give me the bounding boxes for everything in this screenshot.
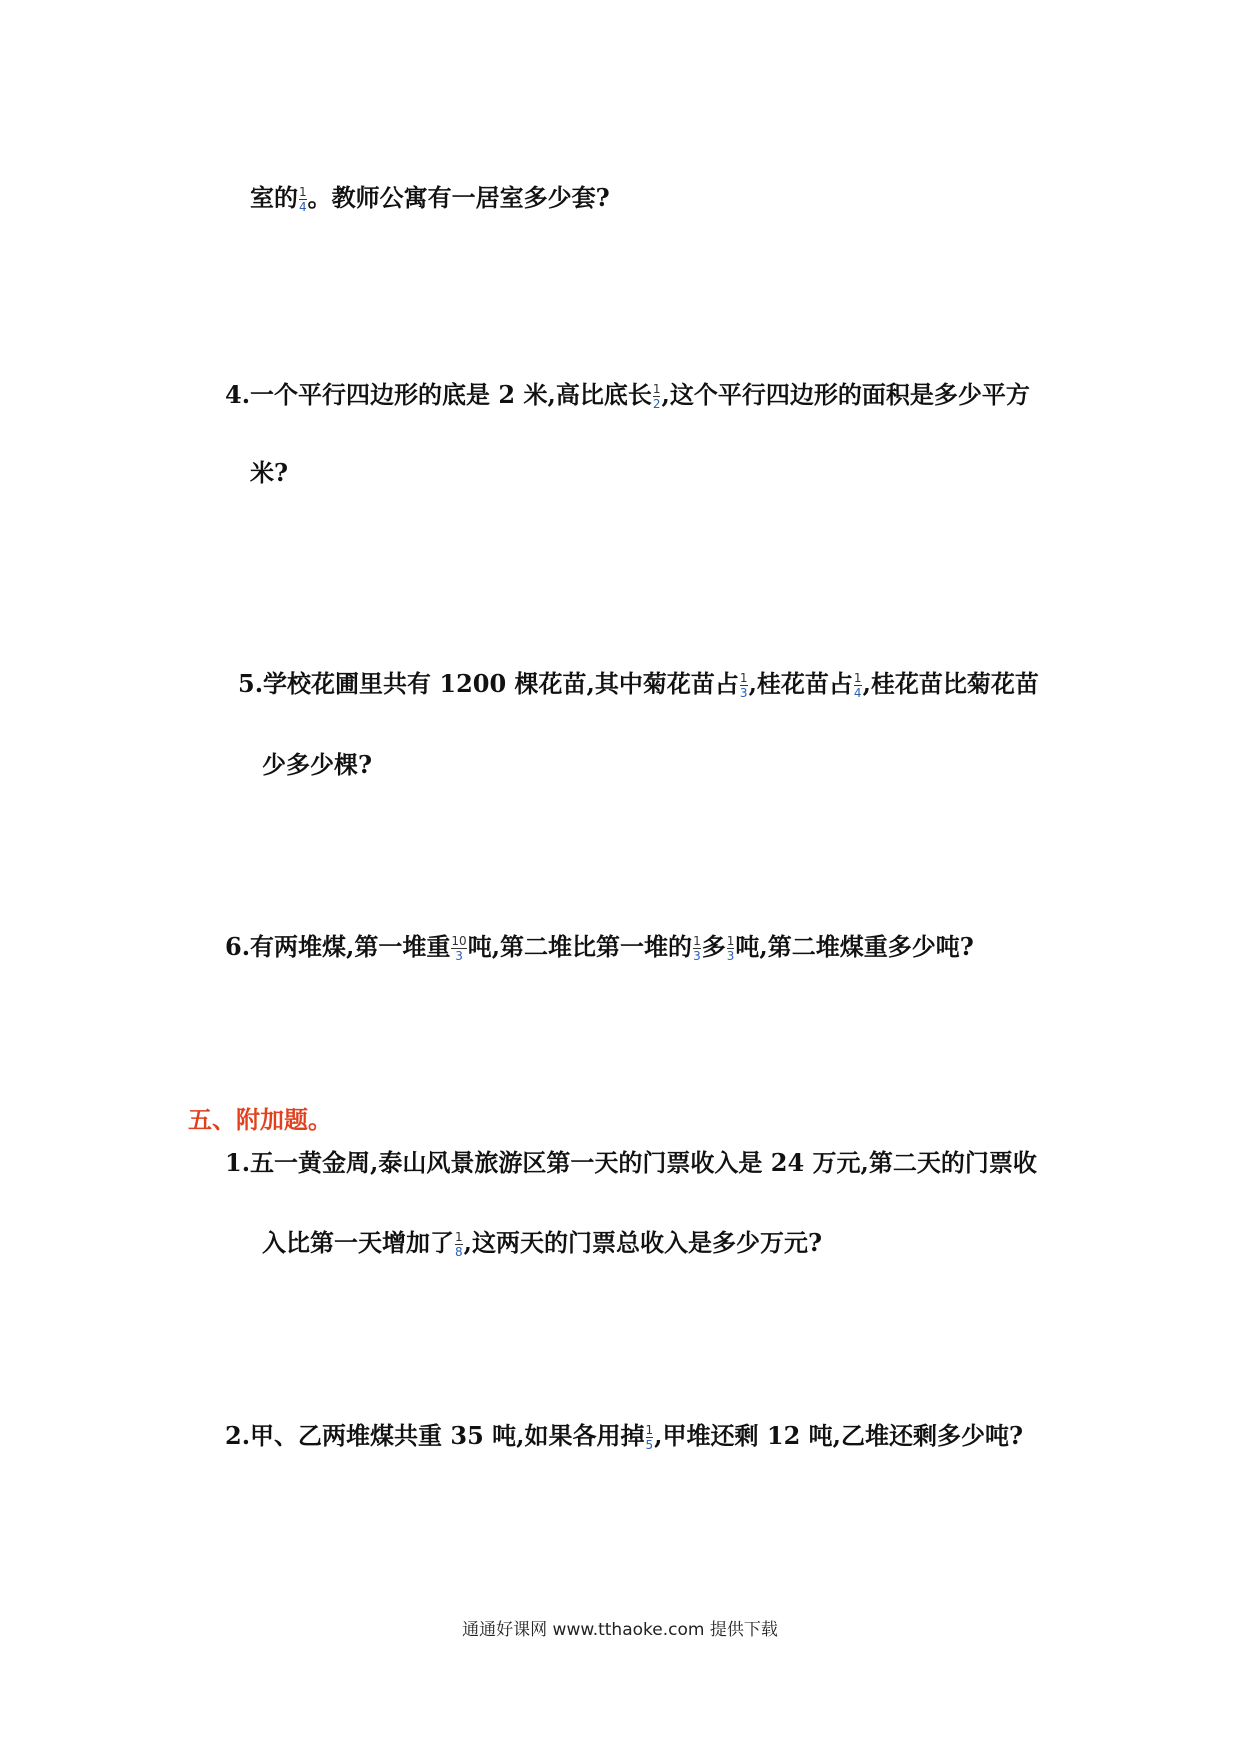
question-6: 6.有两堆煤,第一堆重 $\frac{10}{3}$ 吨,第二堆比第一堆的 $\frac{1}{3}$ 多 $\frac{1}{3}$ 吨,第二堆煤重多少吨? <box>225 932 974 963</box>
bonus-question-1-line-1: 1.五一黄金周,泰山风景旅游区第一天的门票收入是 24 万元,第二天的门票收 <box>225 1148 1037 1177</box>
question-4-line-1: 4.一个平行四边形的底是 2 米,高比底长 $\frac{1}{2}$ ,这个平行四边形的面积是多少平方 <box>225 380 1030 411</box>
fraction: $\frac{1}{3}$ <box>726 934 735 963</box>
footer-credit: 通通好课网 www.tthaoke.com 提供下载 <box>462 1620 778 1640</box>
fraction: $\frac{1}{8}$ <box>455 1230 463 1259</box>
fraction: $\frac{1}{5}$ <box>645 1423 654 1452</box>
fraction: $\frac{1}{2}$ <box>652 382 661 411</box>
fraction: $\frac{1}{3}$ <box>739 671 748 700</box>
fraction: $\frac{10}{3}$ <box>451 934 467 963</box>
question-5-line-1: 5.学校花圃里共有 1200 棵花苗,其中菊花苗占 $\frac{1}{3}$ ,桂花苗占 $\frac{1}{4}$ ,桂花苗比菊花苗 <box>238 669 1039 700</box>
fraction: $\frac{1}{4}$ <box>853 671 862 700</box>
fraction: $\frac{1}{3}$ <box>693 934 701 963</box>
bonus-question-2: 2.甲、乙两堆煤共重 35 吨,如果各用掉 $\frac{1}{5}$ ,甲堆还剩 12 吨,乙堆还剩多少吨? <box>225 1421 1024 1452</box>
section-heading: 五、附加题。 <box>188 1105 332 1134</box>
fraction: $\frac{1}{4}$ <box>299 185 307 214</box>
bonus-question-1-line-2: 入比第一天增加了 $\frac{1}{8}$ ,这两天的门票总收入是多少万元? <box>262 1228 823 1259</box>
question-5-line-2: 少多少棵? <box>262 750 373 779</box>
question-3-tail: 室的 $\frac{1}{4}$ 。教师公寓有一居室多少套? <box>250 183 610 214</box>
question-4-line-2: 米? <box>250 458 289 487</box>
